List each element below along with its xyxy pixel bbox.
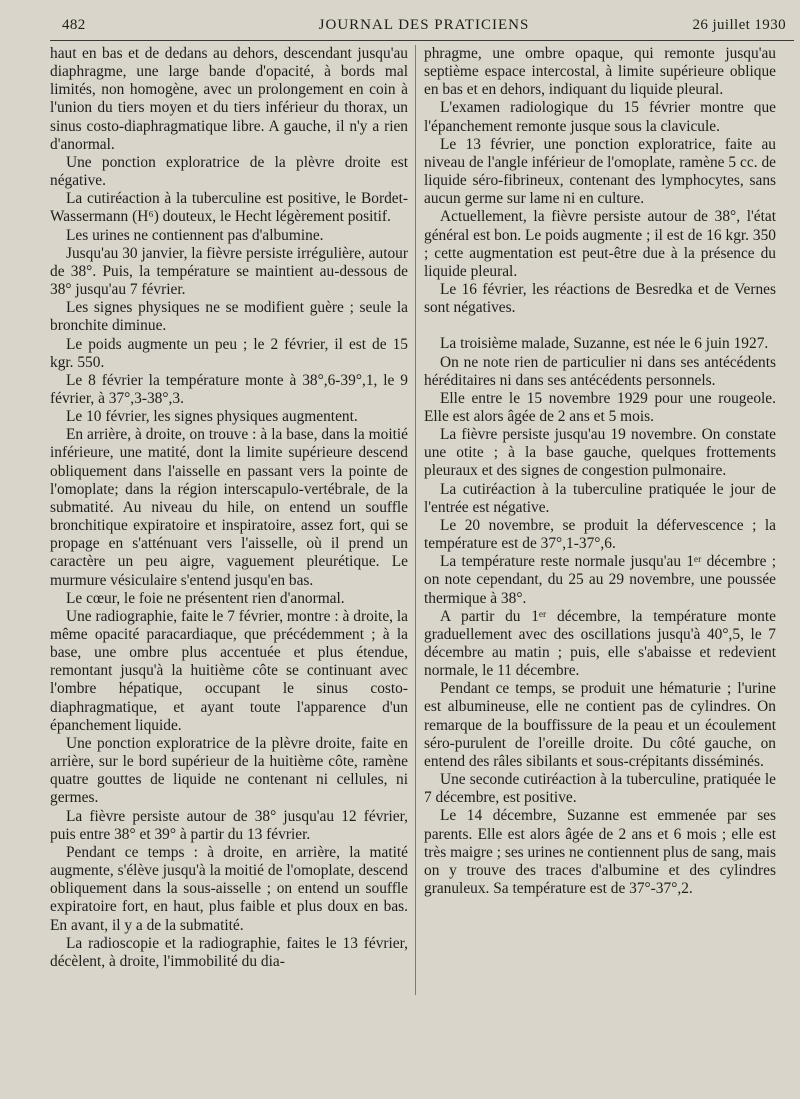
paragraph: Une ponction exploratrice de la plèvre droite est négative.	[50, 153, 408, 190]
left-column	[50, 45, 408, 971]
paragraph: Une radiographie, faite le 7 février, montre : à droite, la même opacité paracardiaque, que précédemment ; à la base, une ombre plus accentuée et plus étendue, remontant jusqu'à la huitième côte se continuant avec l'ombre hépatique, occupant le sinus costo-diaphragmatique, et ayant toute l'apparence d'un épanchement liquide.	[50, 607, 408, 734]
header-rule	[50, 40, 794, 41]
paragraph: Elle entre le 15 novembre 1929 pour une rougeole. Elle est alors âgée de 2 ans et 5 mois.	[424, 389, 776, 425]
paragraph: Une seconde cutiréaction à la tuberculine, pratiquée le 7 décembre, est positive.	[424, 771, 776, 807]
paragraph: La fièvre persiste jusqu'au 19 novembre. On constate une otite ; à la base gauche, quelques frottements pleuraux et des signes de congestion pulmonaire.	[424, 426, 776, 480]
paragraph: Le poids augmente un peu ; le 2 février, il est de 15 kgr. 550.	[50, 335, 408, 371]
page-number: 482	[62, 17, 86, 33]
journal-title: JOURNAL DES PRATICIENS	[318, 17, 530, 33]
paragraph: On ne note rien de particulier ni dans ses antécédents héréditaires ni dans ses antécédents personnels.	[424, 353, 776, 389]
paragraph: Le 16 février, les réactions de Besredka et de Vernes sont négatives.	[424, 281, 776, 317]
paragraph: Une ponction exploratrice de la plèvre droite, faite en arrière, sur le bord supérieur de la huitième côte, ramène quatre gouttes de liquide ne contenant ni cellules, ni germes.	[50, 734, 408, 807]
paragraph: Pendant ce temps, se produit une hématurie ; l'urine est albumineuse, elle ne contient pas de cylindres. On remarque de la bouffissure de la peau et un écoulement séro-purulent de l'oreille droite. Du côté gauche, on entend des râles sibilants et sous-crépitants disséminés.	[424, 680, 776, 770]
paragraph: Le 13 février, une ponction exploratrice, faite au niveau de l'angle inférieur de l'omoplate, ramène 5 cc. de liquide séro-fibrineux, contenant des lymphocytes, sans aucun germe sur lame ni en culture.	[424, 135, 776, 208]
paragraph: Le 14 décembre, Suzanne est emmenée par ses parents. Elle est alors âgée de 2 ans et 6 mois ; elle est très maigre ; ses urines ne contiennent plus de sang, mais on y trouve des traces d'albumine et des cylindres granuleux. Sa température est de 37°-37°,2.	[424, 807, 776, 898]
paragraph: Le 10 février, les signes physiques augmentent.	[66, 408, 358, 426]
page-header	[62, 17, 786, 37]
paragraph: La radioscopie et la radiographie, faites le 13 février, décèlent, à droite, l'immobilité du dia-	[50, 934, 408, 970]
paragraph: En arrière, à droite, on trouve : à la base, dans la moitié inférieure, une matité, dont la limite supérieure descend obliquement dans l'aisselle en passant vers la pointe de l'omoplate; dans la région interscapulo-vertébrale, de la submatité. Au niveau du hile, on entend un souffle bronchitique expiratoire et inspiratoire, assez fort, qui se propage en s'atténuant vers l'aisselle, où il prend un caractère un peu aigre, vaguement pleurétique. Le murmure vésiculaire s'entend jusqu'en bas.	[50, 426, 408, 589]
paragraph: Jusqu'au 30 janvier, la fièvre persiste irrégulière, autour de 38°. Puis, la température se maintient au-dessous de 38° jusqu'au 7 février.	[50, 244, 408, 299]
paragraph: Actuellement, la fièvre persiste autour de 38°, l'état général est bon. Le poids augmente ; il est de 16 kgr. 350 ; cette augmentation est peut-être due à la présence du liquide pleural.	[424, 208, 776, 280]
paragraph: haut en bas et de dedans au dehors, descendant jusqu'au diaphragme, une large bande d'opacité, à bords mal limités, non homogène, avec un prolongement en coin à l'union du tiers moyen et du tiers inférieur du thorax, un sinus costo-diaphragmatique libre. A gauche, il n'y a rien d'anormal.	[50, 45, 408, 153]
paragraph: Les signes physiques ne se modifient guère ; seule la bronchite diminue.	[50, 299, 408, 335]
paragraph: Le cœur, le foie ne présentent rien d'anormal.	[66, 589, 345, 607]
column-divider	[415, 45, 416, 995]
paragraph: Le 20 novembre, se produit la défervescence ; la température est de 37°,1-37°,6.	[424, 516, 776, 553]
paragraph: phragme, une ombre opaque, qui remonte jusqu'au septième espace intercostal, à limite supérieure oblique en bas et en dehors, indiquant du liquide pleural.	[424, 45, 776, 99]
paragraph: Les urines ne contiennent pas d'albumine.	[66, 226, 324, 244]
paragraph: L'examen radiologique du 15 février montre que l'épanchement remonte jusque sous la clavicule.	[424, 99, 776, 135]
paragraph: La troisième malade, Suzanne, est née le 6 juin 1927.	[440, 335, 769, 353]
right-column	[424, 45, 776, 898]
paragraph: La température reste normale jusqu'au 1ᵉʳ décembre ; on note cependant, du 25 au 29 novembre, une poussée thermique à 38°.	[424, 553, 776, 607]
paragraph: La fièvre persiste autour de 38° jusqu'au 12 février, puis entre 38° et 39° à partir du 13 février.	[50, 807, 408, 843]
paragraph: Pendant ce temps : à droite, en arrière, la matité augmente, s'élève jusqu'à la moitié de l'omoplate, descend obliquement dans la sous-aisselle ; on entend un souffle expiratoire fort, en haut, plus faible et plus doux en bas. En avant, il y a de la submatité.	[50, 843, 408, 934]
paragraph: Le 8 février la température monte à 38°,6-39°,1, le 9 février, à 37°,3-38°,3.	[50, 371, 408, 407]
issue-date: 26 juillet 1930	[692, 17, 786, 33]
paragraph: A partir du 1ᵉʳ décembre, la température monte graduellement avec des oscillations jusqu'à 40°,5, le 7 décembre au matin ; puis, elle s'abaisse et redevient normale, le 11 décembre.	[424, 607, 776, 680]
paragraph: La cutiréaction à la tuberculine est positive, le Bordet-Wassermann (H⁶) douteux, le Hecht légèrement positif.	[50, 190, 408, 226]
paragraph: La cutiréaction à la tuberculine pratiquée le jour de l'entrée est négative.	[424, 480, 776, 516]
